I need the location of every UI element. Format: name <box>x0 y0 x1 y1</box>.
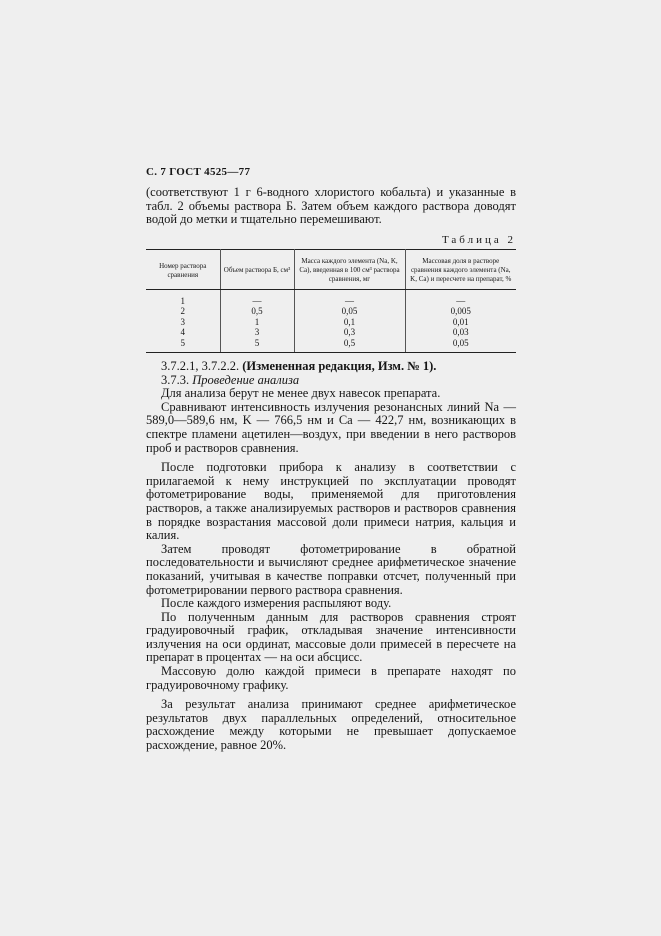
table-row <box>146 306 516 316</box>
paragraph-calibration-graph: По полученным данным для растворов сравнения строят градуировочный график, откладывая значение интенсивности излучения на оси ординат, массовые доли примесей в пересчете на препарат в процентах — на оси абсцисс. <box>146 609 516 665</box>
cell-mass: 0,3 <box>294 327 405 337</box>
paragraph-spectral-lines: Сравнивают интенсивность излучения резонансных линий Na — 589,0—589,6 нм, K — 766,5 нм и Ca — 422,7 нм, возникающих в спектре пламени ацетилен—воздух, при введении в него растворов проб и растворов сравнения. <box>146 399 516 455</box>
page-header: С. 7 ГОСТ 4525—77 <box>146 166 251 178</box>
table-row <box>146 327 516 337</box>
section-3-7-2-amend <box>146 360 516 374</box>
comparison-solutions-table <box>146 249 516 353</box>
amendment-note: (Измененная редакция, Изм. № 1). <box>242 359 437 373</box>
table-caption: Таблица 2 <box>441 234 516 246</box>
cell-volume: 1 <box>220 317 294 327</box>
table-row <box>146 317 516 327</box>
cell-number: 3 <box>146 317 220 327</box>
cell-fraction: 0,005 <box>450 306 471 317</box>
cell-fraction: 0,03 <box>452 327 469 338</box>
cell-number: 5 <box>146 338 220 353</box>
cell-fraction: — <box>456 296 466 306</box>
cell-fraction: 0,05 <box>405 338 516 353</box>
intro-paragraph <box>146 186 516 227</box>
paragraph-find-mass-fraction: Массовую долю каждой примеси в препарате находят по градуировочному графику. <box>146 664 516 692</box>
section-title: Проведение анализа <box>192 372 300 387</box>
cell-volume: 3 <box>220 327 294 337</box>
table-row <box>146 290 516 307</box>
paragraph-spray-water: После каждого измерения распыляют воду. <box>161 596 392 611</box>
cell-volume: 0,5 <box>220 306 294 316</box>
section-number: 3.7.3. <box>161 372 190 387</box>
cell-mass: 0,1 <box>294 317 405 327</box>
col-header-volume: Объем раствора Б, см³ <box>220 250 294 290</box>
paragraph-result: За результат анализа принимают среднее арифметическое результатов двух параллельных определений, относительное расхождение между которыми не превышает допускаемое расхождение, равное 20%. <box>146 697 516 753</box>
cell-number: 4 <box>146 327 220 337</box>
col-header-mass: Масса каждого элемента (Na, K, Ca), введенная в 100 см³ раствора сравнения, мг <box>294 250 405 290</box>
paragraph-photometry-order: После подготовки прибора к анализу в соответствии с прилагаемой к нему инструкцией по эксплуатации проводят фотометрирование воды, применяемой для приготовления растворов, а также анализируемых растворов и растворов сравнения в порядке возрастания массовой доли примеси натрия, кальция и калия. <box>146 460 516 543</box>
cell-volume: 5 <box>220 338 294 353</box>
cell-number: 1 <box>146 290 220 307</box>
table-header-row <box>146 250 516 290</box>
paragraph-samples: Для анализа берут не менее двух навесок препарата. <box>161 386 441 401</box>
cell-fraction: 0,01 <box>452 316 469 327</box>
col-header-mass-fraction: Массовая доля в растворе сравнения каждого элемента (Na, K, Ca) и пересчете на препарат, % <box>405 250 516 290</box>
cell-mass: 0,5 <box>294 338 405 353</box>
table-row <box>146 338 516 353</box>
body-text <box>146 360 516 753</box>
intro-text: (соответствуют 1 г 6-водного хлористого кобальта) и указанные в табл. 2 объемы раствора Б. Затем объем каждого раствора доводят водой до метки и тщательно перемешивают. <box>146 185 516 227</box>
col-header-solution-number: Номер раствора сравнения <box>146 250 220 290</box>
cell-mass: — <box>294 290 405 307</box>
cell-volume: — <box>220 290 294 307</box>
cell-number: 2 <box>146 306 220 316</box>
section-3-7-3-heading <box>146 374 516 388</box>
paragraph-reverse-photometry: Затем проводят фотометрирование в обратной последовательности и вычисляют среднее арифметическое значение показаний, учитывая в качестве поправки отсчет, полученный при фотометрировании первого раствора сравнения. <box>146 541 516 597</box>
cell-mass: 0,05 <box>294 306 405 316</box>
section-number: 3.7.2.1, 3.7.2.2. <box>161 359 240 373</box>
